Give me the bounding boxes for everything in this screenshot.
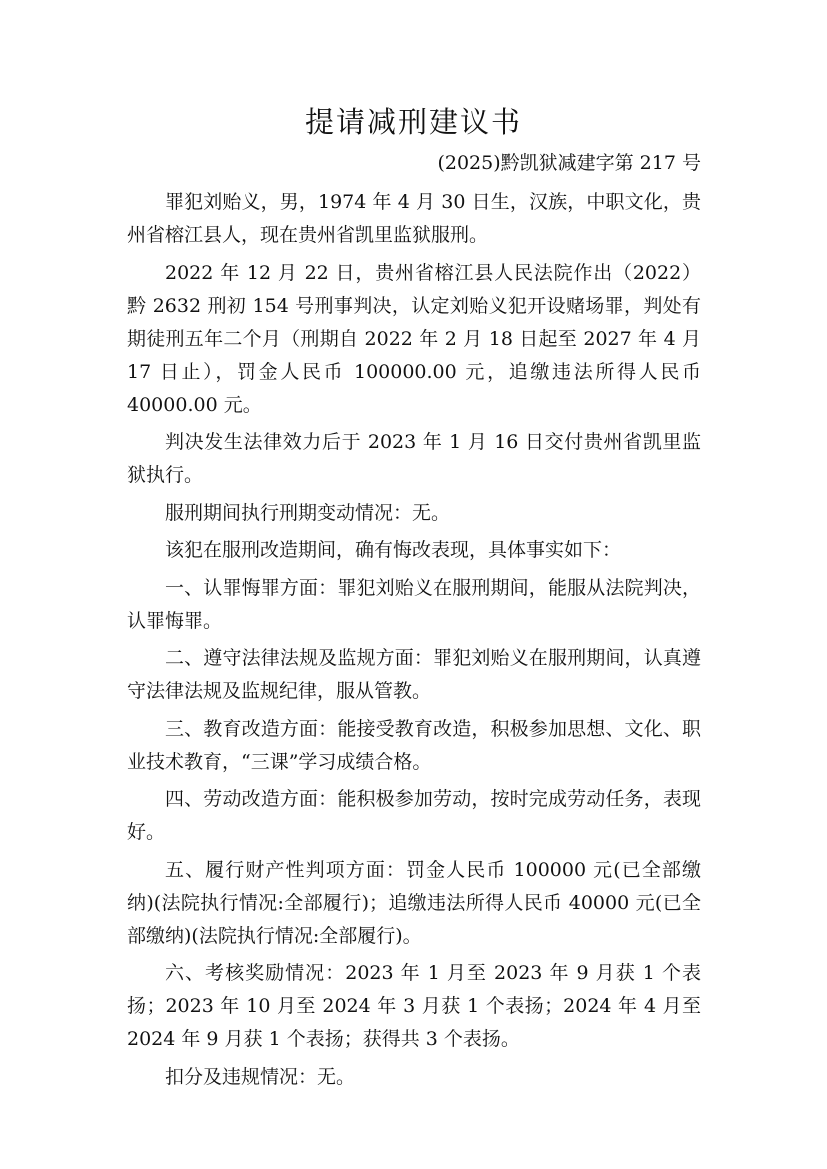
document-number: (2025)黔凯狱减建字第 217 号 [437, 152, 701, 174]
paragraph-education: 三、教育改造方面：能接受教育改造，积极参加思想、文化、职业技术教育，“三课”学习成绩合格。 [127, 717, 701, 773]
paragraph-sentence-change: 服刑期间执行刑期变动情况：无。 [165, 501, 451, 524]
paragraph-property-penalty: 五、履行财产性判项方面：罚金人民币 100000 元(已全部缴纳)(法院执行情况:全部履行)；追缴违法所得人民币 40000 元(已全部缴纳)(法院执行情况:全部履行)。 [127, 858, 701, 947]
document-title: 提请减刑建议书 [304, 105, 522, 139]
document-body [127, 186, 701, 1098]
paragraph-judgment: 2022 年 12 月 22 日，贵州省榕江县人民法院作出（2022）黔 2632 刑初 154 号刑事判决，认定刘贻义犯开设赌场罪，判处有期徒刑五年二个月（刑期自 2022 年 2 月 18 日起至 2027 年 4 月 17 日止），罚金人民币 100000.00 元，追缴违法所得人民币 40000.00 元。 [127, 261, 701, 416]
paragraph-delivery: 判决发生法律效力后于 2023 年 1 月 16 日交付贵州省凯里监狱执行。 [127, 431, 701, 486]
paragraph-admit-guilt: 一、认罪悔罪方面：罪犯刘贻义在服刑期间，能服从法院判决，认罪悔罪。 [127, 576, 701, 632]
paragraph-personal-info: 罪犯刘贻义，男，1974 年 4 月 30 日生，汉族，中职文化，贵州省榕江县人，现在贵州省凯里监狱服刑。 [127, 191, 701, 246]
paragraph-labor: 四、劳动改造方面：能积极参加劳动，按时完成劳动任务，表现好。 [127, 788, 701, 843]
paragraph-obey-rules: 二、遵守法律法规及监规方面：罪犯刘贻义在服刑期间，认真遵守法律法规及监规纪律，服从管教。 [127, 647, 701, 702]
paragraph-rewards: 六、考核奖励情况：2023 年 1 月至 2023 年 9 月获 1 个表扬；2023 年 10 月至 2024 年 3 月获 1 个表扬；2024 年 4 月至 2024 年 9 月获 1 个表扬；获得共 3 个表扬。 [127, 962, 701, 1050]
paragraph-repentance-intro: 该犯在服刑改造期间，确有悔改表现，具体事实如下： [165, 539, 622, 561]
paragraph-violations: 扣分及违规情况：无。 [165, 1065, 356, 1088]
